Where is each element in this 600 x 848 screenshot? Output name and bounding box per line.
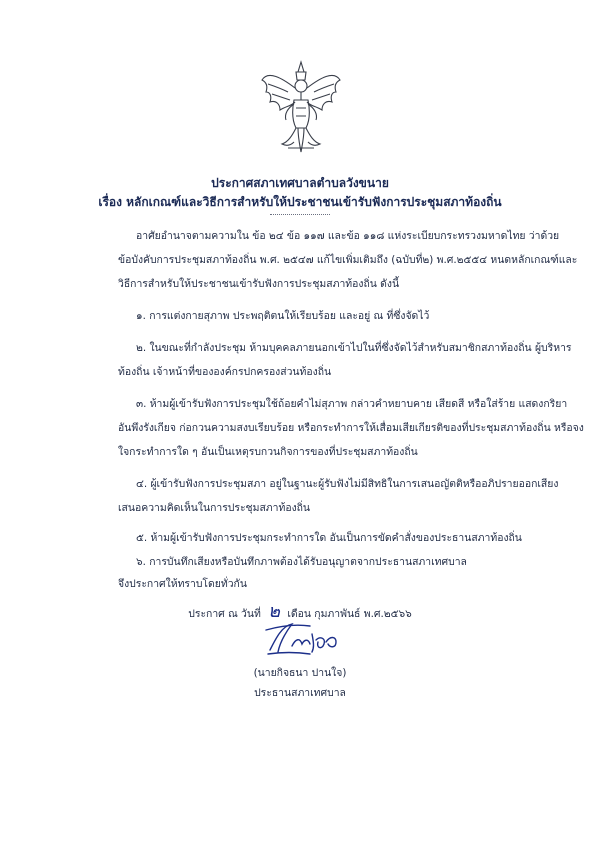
- date-month-label: เดือน: [287, 608, 311, 620]
- garuda-emblem-icon: [258, 58, 344, 154]
- intro-line-1: อาศัยอำนาจตามความใน ข้อ ๒๔ ข้อ ๑๑๗ และข้อ ๑๑๘ แห่งระเบียบกระทรวงมหาดไทย ว่าด้วย: [136, 230, 560, 242]
- rule-item-4-line-1: ๔. ผู้เข้ารับฟังการประชุมสภา อยู่ในฐานะผู้รับฟังไม่มีสิทธิในการเสนอญัตติหรืออภิปรายออกเสียง: [136, 478, 559, 490]
- rule-item-6: ๖. การบันทึกเสียงหรือบันทึกภาพต้องได้รับอนุญาตจากประธานสภาเทศบาล: [136, 556, 467, 568]
- date-year: พ.ศ.๒๕๖๖: [363, 608, 412, 620]
- rule-item-1: ๑. การแต่งกายสุภาพ ประพฤติตนให้เรียบร้อย และอยู่ ณ ที่ซึ่งจัดไว้: [136, 310, 430, 322]
- announcement-title: ประกาศสภาเทศบาลตำบลวังขนาย: [211, 176, 389, 190]
- title-divider: [270, 214, 330, 215]
- intro-line-3: วิธีการสำหรับให้ประชาชนเข้ารับฟังการประชุมสภาท้องถิ่น ดังนี้: [118, 278, 400, 290]
- rule-item-5: ๕. ห้ามผู้เข้ารับฟังการประชุมกระทำการใด อันเป็นการขัดคำสั่งของประธานสภาท้องถิ่น: [136, 532, 522, 544]
- intro-line-2: ข้อบังคับการประชุมสภาท้องถิ่น พ.ศ. ๒๕๔๗ แก้ไขเพิ่มเติมถึง (ฉบับที่๒) พ.ศ.๒๕๕๔ หนดหลักเกณฑ์และ: [118, 254, 578, 266]
- rule-item-2-line-2: ท้องถิ่น เจ้าหน้าที่ขององค์กรปกครองส่วนท้องถิ่น: [118, 366, 332, 378]
- rule-item-2-line-1: ๒. ในขณะที่กำลังประชุม ห้ามบุคคลภายนอกเข้าไปในที่ซึ่งจัดไว้สำหรับสมาชิกสภาท้องถิ่น ผู้บริหาร: [136, 342, 572, 354]
- closing-statement: จึงประกาศให้ทราบโดยทั่วกัน: [118, 578, 247, 590]
- rule-item-3-line-3: ใจกระทำการใด ๆ อันเป็นเหตุรบกวนกิจการของที่ประชุมสภาท้องถิ่น: [118, 446, 418, 458]
- date-prefix: ประกาศ ณ วันที่: [188, 608, 261, 620]
- rule-item-3-line-2: อันพึงรังเกียจ ก่อกวนความสงบเรียบร้อย หรือกระทำการให้เสื่อมเสียเกียรติของที่ประชุมสภาท้องถิ่น หรือจง: [118, 422, 584, 434]
- rule-item-3-line-1: ๓. ห้ามผู้เข้ารับฟังการประชุมใช้ถ้อยคำไม่สุภาพ กล่าวคำหยาบคาย เสียดสี หรือใส่ร้าย แสดงกริยา: [136, 398, 568, 410]
- date-month: กุมภาพันธ์: [314, 608, 361, 620]
- rule-item-4-line-2: เสนอความคิดเห็นในการประชุมสภาท้องถิ่น: [118, 502, 311, 514]
- announcement-subject: เรื่อง หลักเกณฑ์และวิธีการสำหรับให้ประชาชนเข้ารับฟังการประชุมสภาท้องถิ่น: [98, 195, 502, 209]
- signatory-name: (นายกิจธนา ปานใจ): [253, 667, 347, 679]
- signature-mark: [262, 616, 352, 658]
- signatory-position: ประธานสภาเทศบาล: [254, 687, 346, 699]
- date-day: ๒: [268, 601, 280, 622]
